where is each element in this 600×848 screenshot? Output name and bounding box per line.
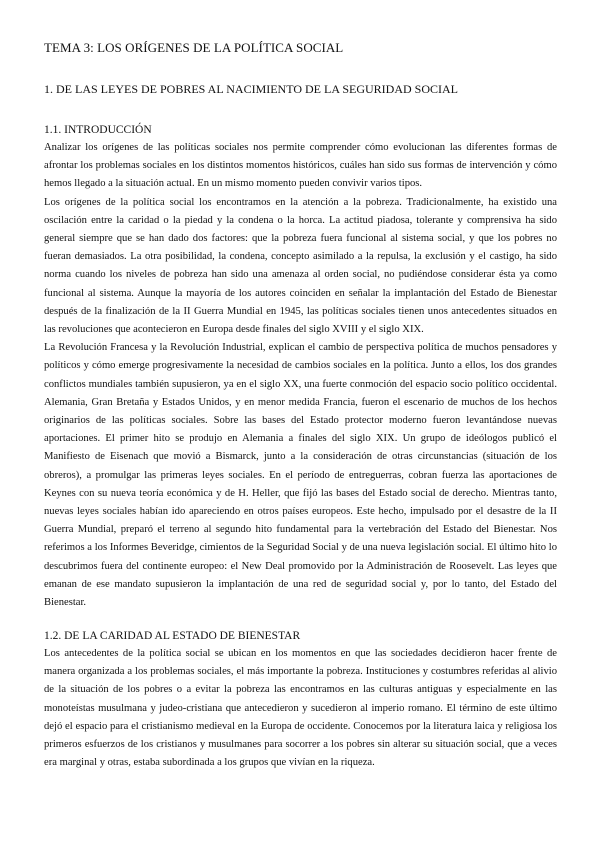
document-title: TEMA 3: LOS ORÍGENES DE LA POLÍTICA SOCIAL [44,40,344,55]
paragraph: Los antecedentes de la política social se ubican en los momentos en que las sociedades decidieron hacer frente de manera organizada a los problemas sociales, el más importante la pobreza. Instituciones y costumbres referidas al alivio de la situación de los pobres o a evitar la pobreza las encontramos en las culturas antiguas y especialmente en las monoteístas musulmana y judeo-cristiana que antecedieron y sucedieron al imperio romano. El término de este último dejó el espacio para el cristianismo medieval en la Europa de occidente. Conocemos por la literatura laica y religiosa los primeros esfuerzos de los cristianos y musulmanes para socorrer a los pobres sin alterar su situación social, que a veces era marginal y otras, estaba subordinada a los grupos que vivían en la riqueza. [44,648,557,769]
subsection-heading: 1.1. INTRODUCCIÓN [44,124,152,136]
paragraph: Los orígenes de la política social los encontramos en la atención a la pobreza. Tradicionalmente, ha existido una oscilación entre la caridad o la piedad y la condena o la horca. La actitud piadosa, tolerante y comprensiva ha sido general siempre que se han dado dos factores: que la pobreza fuera funcional al sistema social, y que los pobres no fueran demasiados. La otra posibilidad, la condena, concepto asimilado a la repulsa, la exclusión y el castigo, ha sido norma cuando los niveles de pobreza han sido una amenaza al orden social, no pudiéndose considerar ésta ya como funcional al sistema. Aunque la mayoría de los autores coinciden en señalar la implantación del Estado de Bienestar después de la finalización de la II Guerra Mundial en 1945, las políticas sociales tienen unos antecedentes situados en las revoluciones que acontecieron en Europa desde finales del siglo XVIII y el siglo XIX. [44,196,557,336]
subsection-introduccion [44,121,557,612]
subsection-caridad-estado-bienestar [44,627,557,772]
paragraph: La Revolución Francesa y la Revolución Industrial, explican el cambio de perspectiva política de muchos pensadores y políticos y cómo emerge progresivamente la necesidad de cambios sociales en la política. Junto a ellos, los dos grandes conflictos mundiales también supusieron, ya en el siglo XX, una fuerte conmoción del espacio socio político occidental. Alemania, Gran Bretaña y Estados Unidos, y en menor medida Francia, fueron el escenario de muchos de los hechos originarios de las políticas sociales. Sobre las bases del Estado protector moderno fueron levantándose nuevas aportaciones. El primer hito se produjo en Alemania a finales del siglo XIX. Un grupo de ideólogos publicó el Manifiesto de Eisenach que movió a Bismarck, junto a la consideración de otras circunstancias (situación de los obreros), a promulgar las primeras leyes sociales. En el período de entreguerras, cobran fuerza las aportaciones de Keynes con su nueva teoría económica y de H. Heller, que fijó las bases del Estado social de derecho. Mientras tanto, nuevas leyes sociales habían ido apareciendo en otros países europeos. Este hecho, impulsado por el desastre de la II Guerra Mundial, preparó el terreno al segundo hito fundamental para la vertebración del Estado del Bienestar. Nos referimos a los Informes Beveridge, cimientos de la Seguridad Social y de una nueva legislación social. El último hito lo descubrimos fuera del continente europeo: el New Deal promovido por la Administración de Roosevelt. Las leyes que emanan de ese mandato supusieron la implantación de una red de seguridad social y, por lo tanto, del Estado del Bienestar. [44,342,557,609]
subsection-heading: 1.2. DE LA CARIDAD AL ESTADO DE BIENESTAR [44,630,301,642]
paragraph: Analizar los orígenes de las políticas sociales nos permite comprender cómo evolucionan las diferentes formas de afrontar los problemas sociales en los distintos momentos históricos, cuáles han sido sus formas de intervención y cómo hemos llegado a la situación actual. En un mismo momento pueden convivir varios tipos. [44,142,557,190]
section-heading: 1. DE LAS LEYES DE POBRES AL NACIMIENTO DE LA SEGURIDAD SOCIAL [44,82,459,96]
